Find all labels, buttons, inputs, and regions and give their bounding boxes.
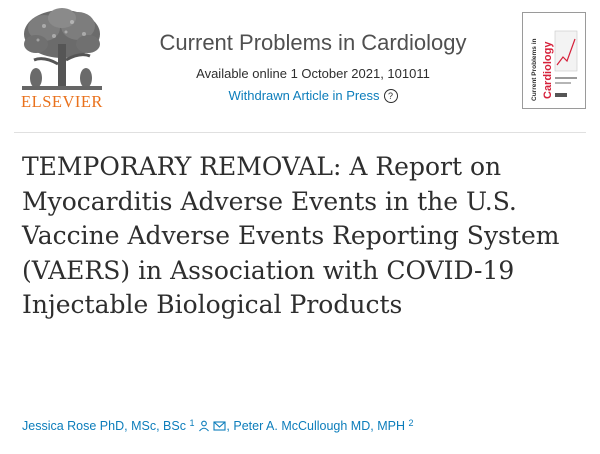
author-list bbox=[22, 418, 588, 433]
author-name[interactable]: Jessica Rose PhD, MSc, BSc bbox=[22, 419, 186, 433]
email-icon[interactable] bbox=[213, 420, 226, 432]
help-icon[interactable]: ? bbox=[384, 89, 398, 103]
author-separator: , bbox=[226, 419, 230, 433]
affiliation-sup[interactable]: 1 bbox=[189, 418, 195, 428]
affiliation-sup[interactable]: 2 bbox=[408, 418, 414, 428]
article-header bbox=[0, 0, 600, 132]
cover-art bbox=[523, 13, 585, 108]
person-icon[interactable] bbox=[198, 420, 210, 432]
journal-title[interactable]: Current Problems in Cardiology bbox=[159, 30, 467, 55]
cover-figure bbox=[555, 31, 577, 71]
author-name[interactable]: Peter A. McCullough MD, MPH bbox=[233, 419, 405, 433]
article-title: TEMPORARY REMOVAL: A Report on Myocarditis Adverse Events in the U.S. Vaccine Adverse Events Reporting System (VAERS) in Association with COVID-19 Injectable Biological Products bbox=[22, 152, 560, 319]
header-divider bbox=[14, 132, 586, 133]
availability-line: Available online 1 October 2021, 101011 bbox=[196, 66, 430, 81]
withdrawn-status bbox=[126, 88, 500, 103]
cover-main-title: Cardiology bbox=[542, 41, 554, 99]
withdrawn-article-link[interactable]: Withdrawn Article in Press bbox=[228, 88, 380, 103]
journal-cover-thumbnail[interactable] bbox=[522, 12, 586, 109]
publisher-wordmark[interactable]: ELSEVIER bbox=[21, 92, 103, 111]
cover-side-title: Current Problems in bbox=[531, 38, 538, 101]
